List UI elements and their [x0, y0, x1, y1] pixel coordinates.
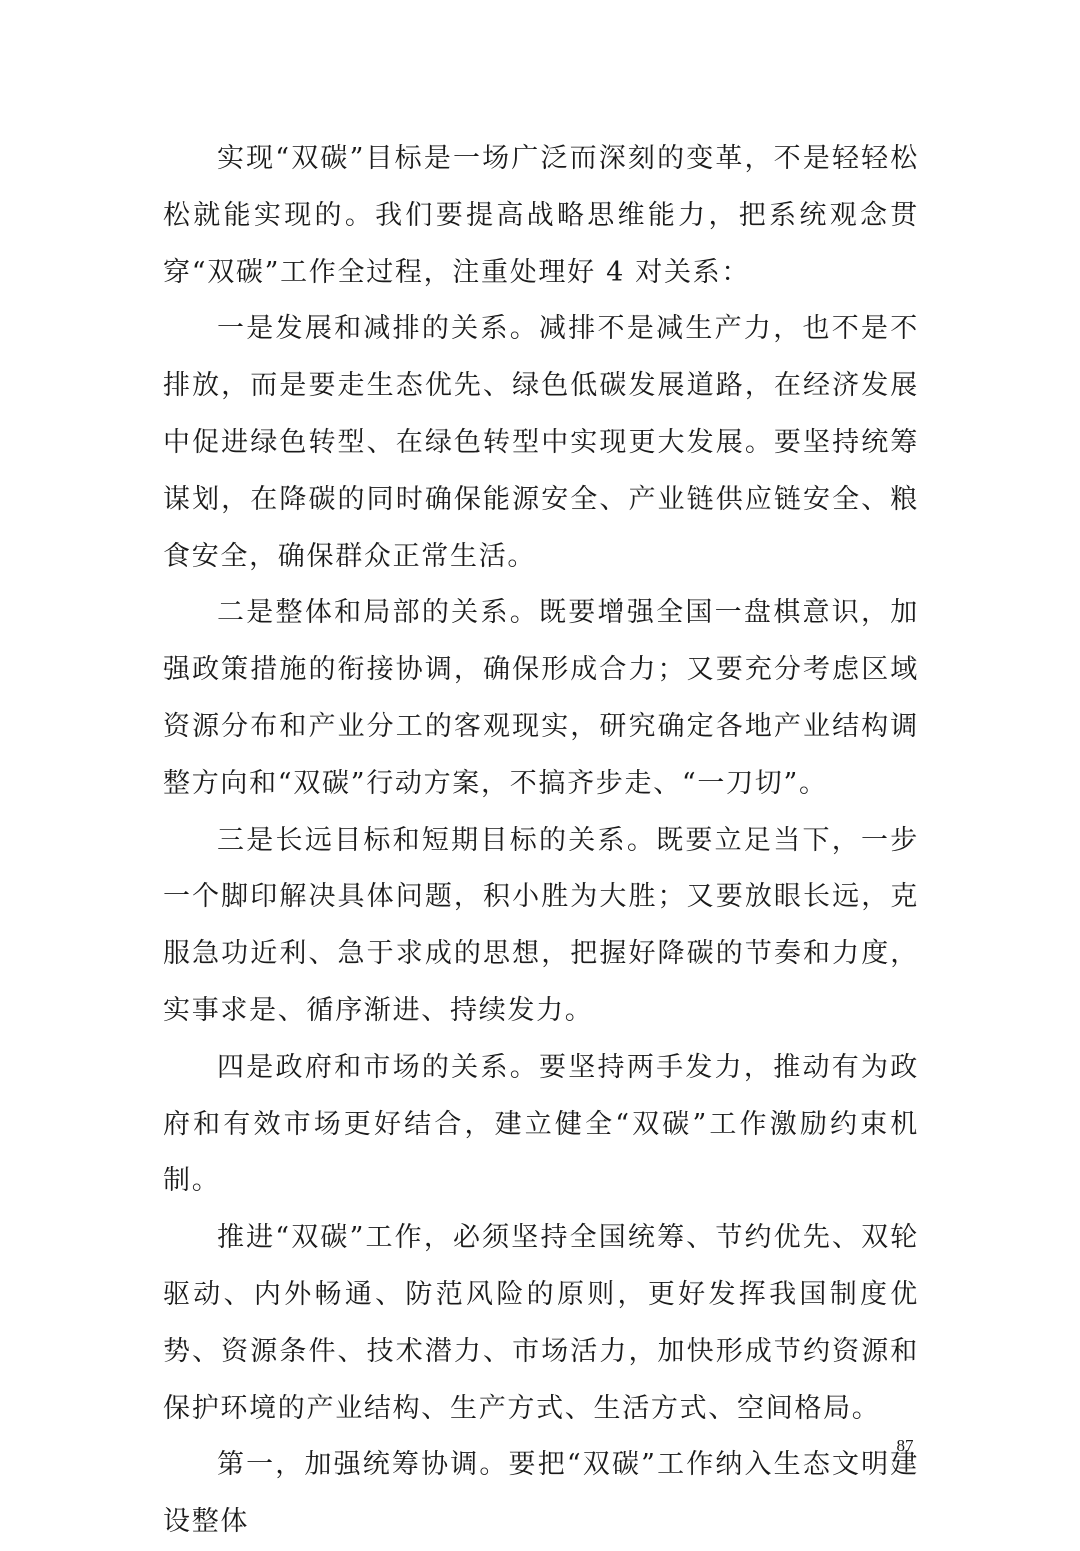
paragraph-intro: 实现“双碳”目标是一场广泛而深刻的变革，不是轻轻松松就能实现的。我们要提高战略思维能力，把系统观念贯穿“双碳”工作全过程，注重处理好 4 对关系： — [163, 143, 919, 288]
body-text — [163, 131, 919, 1551]
paragraph-relation-1: 一是发展和减排的关系。减排不是减生产力，也不是不排放，而是要走生态优先、绿色低碳发展道路，在经济发展中促进绿色转型、在绿色转型中实现更大发展。要坚持统筹谋划，在降碳的同时确保能源安全、产业链供应链安全、粮食安全，确保群众正常生活。 — [163, 313, 919, 572]
paragraph-relation-3: 三是长远目标和短期目标的关系。既要立足当下，一步一个脚印解决具体问题，积小胜为大胜；又要放眼长远，克服急功近利、急于求成的思想，把握好降碳的节奏和力度，实事求是、循序渐进、持续发力。 — [163, 824, 919, 1026]
paragraph-first-measure: 第一，加强统筹协调。要把“双碳”工作纳入生态文明建设整体 — [163, 1449, 919, 1538]
paragraph-relation-4: 四是政府和市场的关系。要坚持两手发力，推动有为政府和有效市场更好结合，建立健全“双碳”工作激励约束机制。 — [163, 1051, 919, 1197]
page-number: 87 — [896, 1436, 914, 1455]
paragraph-principles: 推进“双碳”工作，必须坚持全国统筹、节约优先、双轮驱动、内外畅通、防范风险的原则，更好发挥我国制度优势、资源条件、技术潜力、市场活力，加快形成节约资源和保护环境的产业结构、生产方式、生活方式、空间格局。 — [163, 1222, 919, 1424]
paragraph-relation-2: 二是整体和局部的关系。既要增强全国一盘棋意识，加强政策措施的衔接协调，确保形成合力；又要充分考虑区域资源分布和产业分工的客观现实，研究确定各地产业结构调整方向和“双碳”行动方案，不搞齐步走、“一刀切”。 — [163, 597, 919, 799]
